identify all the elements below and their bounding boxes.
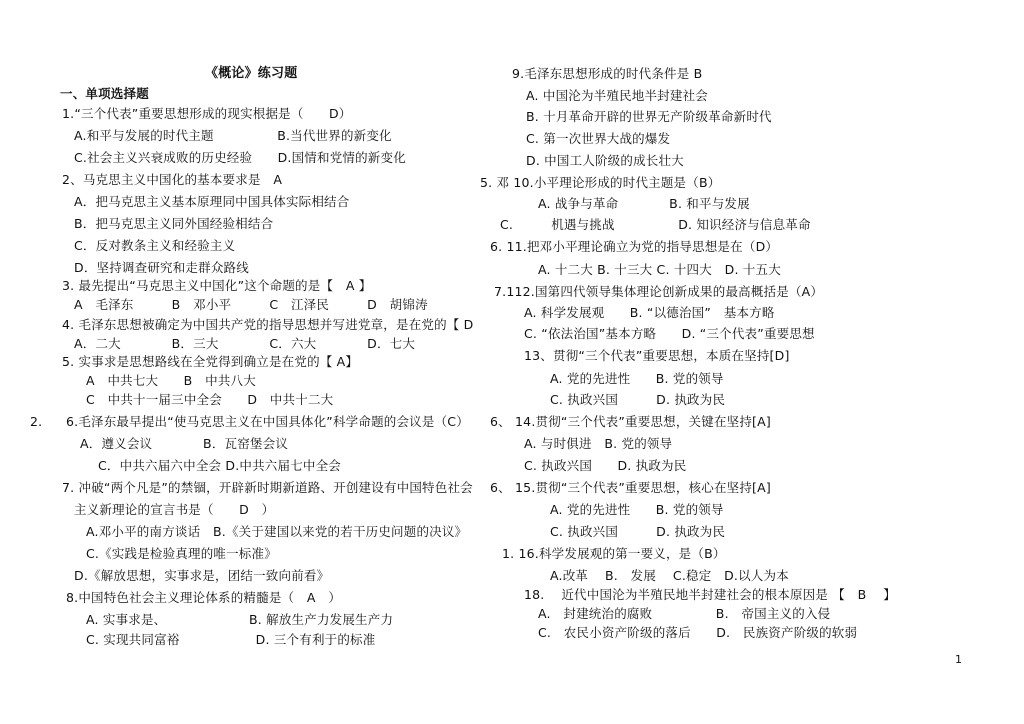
question-15-options-ab: A. 党的先进性 B. 党的领导 (550, 502, 724, 517)
question-13-options-cd: C. 执政兴国 D. 执政为民 (550, 392, 726, 407)
question-8: 8.中国特色社会主义理论体系的精髓是（ A ） (66, 590, 342, 605)
document-title: 《概论》练习题 (205, 66, 298, 81)
question-10-options-ab: A. 战争与革命 B. 和平与发展 (538, 196, 750, 211)
question-10-options-cd: C. 机遇与挑战 D. 知识经济与信息革命 (500, 217, 811, 232)
question-6-prefix: 2. (30, 414, 43, 429)
question-9-option-d: D. 中国工人阶级的成长壮大 (526, 153, 684, 168)
question-2-option-a: A．把马克思主义基本原理同中国具体实际相结合 (74, 194, 350, 209)
section-title: 一、单项选择题 (60, 86, 149, 101)
question-8-options-ab: A. 实事求是、 B. 解放生产力发展生产力 (86, 612, 394, 627)
question-6-options-cd: C．中共六届六中全会 D.中共六届七中全会 (98, 458, 342, 473)
question-3-options: A 毛泽东 B 邓小平 C 江泽民 D 胡锦涛 (74, 297, 428, 312)
question-6: 6.毛泽东最早提出“使马克思主义在中国具体化”科学命题的会议是（C） (66, 414, 469, 429)
question-16-options: A.改革 B. 发展 C.稳定 D.以人为本 (550, 568, 789, 583)
question-2-option-b: B．把马克思主义同外国经验相结合 (74, 216, 274, 231)
question-18-options-cd: C. 农民小资产阶级的落后 D. 民族资产阶级的软弱 (538, 625, 858, 640)
question-4: 4. 毛泽东思想被确定为中国共产党的指导思想并写进党章，是在党的【 D (62, 317, 474, 332)
question-4-options: A．二大 B．三大 C．六大 D．七大 (74, 336, 416, 351)
question-10: 5. 邓 10.小平理论形成的时代主题是（B） (480, 175, 721, 190)
question-14-options-cd: C. 执政兴国 D. 执政为民 (524, 458, 687, 473)
question-13: 13、贯彻“三个代表”重要思想，本质在坚持[D] (524, 348, 790, 363)
question-2-option-d: D．坚持调查研究和走群众路线 (74, 260, 249, 275)
question-16: 1. 16.科学发展观的第一要义，是（B） (502, 546, 726, 561)
question-8-options-cd: C. 实现共同富裕 D. 三个有利于的标准 (86, 632, 376, 647)
question-9-option-b: B. 十月革命开辟的世界无产阶级革命新时代 (526, 109, 772, 124)
question-2-option-c: C．反对教条主义和经验主义 (74, 238, 236, 253)
question-13-options-ab: A. 党的先进性 B. 党的领导 (550, 371, 724, 386)
question-14-options-ab: A. 与时俱进 B. 党的领导 (524, 436, 673, 451)
question-1-options-ab: A.和平与发展的时代主题 B.当代世界的新变化 (74, 128, 392, 143)
question-3: 3. 最先提出“马克思主义中国化”这个命题的是【 A 】 (62, 278, 372, 293)
question-2: 2、马克思主义中国化的基本要求是 A (62, 172, 283, 187)
question-9-option-a: A. 中国沦为半殖民地半封建社会 (526, 88, 708, 103)
question-9-option-c: C. 第一次世界大战的爆发 (526, 131, 671, 146)
question-7-continuation: 主义新理论的宣言书是（ D ） (74, 502, 275, 517)
question-5: 5. 实事求是思想路线在全党得到确立是在党的【 A】 (62, 354, 359, 369)
question-18-options-ab: A. 封建统治的腐败 B. 帝国主义的入侵 (538, 606, 831, 621)
question-1: 1.“三个代表”重要思想形成的现实根据是（ D） (62, 106, 352, 121)
question-18: 18. 近代中国沦为半殖民地半封建社会的根本原因是 【 B 】 (524, 587, 896, 602)
question-9: 9.毛泽东思想形成的时代条件是 B (512, 66, 703, 81)
question-11-options: A. 十二大 B. 十三大 C. 十四大 D. 十五大 (538, 262, 781, 277)
question-7-option-c: C.《实践是检验真理的唯一标准》 (86, 546, 277, 561)
question-12: 7.112.国第四代领导集体理论创新成果的最高概括是（A） (494, 284, 824, 299)
question-15-options-cd: C. 执政兴国 D. 执政为民 (550, 524, 726, 539)
question-7-options-ab: A.邓小平的南方谈话 B.《关于建国以来党的若干历史问题的决议》 (86, 524, 468, 539)
question-11: 6. 11.把邓小平理论确立为党的指导思想是在（D） (490, 239, 779, 254)
question-14: 6、 14.贯彻“三个代表”重要思想，关键在坚持[A] (490, 414, 771, 429)
question-5-options-cd: C 中共十一届三中全会 D 中共十二大 (86, 392, 334, 407)
question-6-options-ab: A．遵义会议 B．瓦窑堡会议 (80, 436, 289, 451)
question-1-options-cd: C.社会主义兴衰成败的历史经验 D.国情和党情的新变化 (74, 150, 406, 165)
question-5-options-ab: A 中共七大 B 中共八大 (86, 373, 256, 388)
question-7-option-d: D.《解放思想，实事求是，团结一致向前看》 (74, 568, 330, 583)
question-12-options-cd: C. “依法治国”基本方略 D. “三个代表”重要思想 (524, 326, 815, 341)
question-15: 6、 15.贯彻“三个代表”重要思想，核心在坚持[A] (490, 480, 771, 495)
question-7: 7. 冲破“两个凡是”的禁锢，开辟新时期新道路、开创建设有中国特色社会 (62, 480, 473, 495)
question-12-options-ab: A. 科学发展观 B. “以德治国” 基本方略 (524, 305, 775, 320)
page-number: 1 (955, 653, 963, 666)
